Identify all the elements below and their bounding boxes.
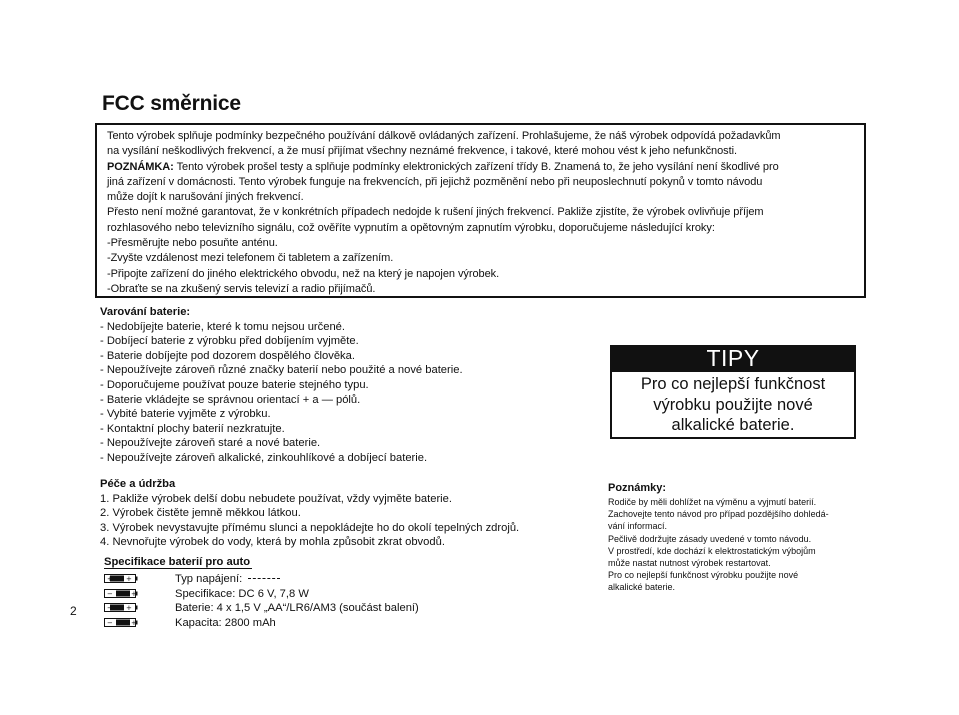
spec-row (104, 587, 309, 602)
notes-line: Zachovejte tento návod pro případ pozdějšího dohledá- (608, 509, 829, 520)
spec-text: Baterie: 4 x 1,5 V „AA“/LR6/AM3 (součást balení) (175, 602, 419, 614)
list-item: - Kontaktní plochy baterií nezkratujte. (100, 422, 285, 435)
tips-box (610, 372, 856, 439)
notes-section (608, 481, 829, 594)
notes-line: Rodiče by měli dohlížet na výměnu a vyjmutí baterií. (608, 497, 817, 507)
fcc-line: Tento výrobek splňuje podmínky bezpečného používání dálkově ovládaných zařízení. Prohlašujeme, že náš výrobek odpovídá požadavkům (107, 130, 781, 142)
page-number: 2 (70, 604, 77, 618)
tips-line: Pro co nejlepší funkčnost (640, 375, 826, 393)
note-label: POZNÁMKA: (107, 160, 174, 173)
notes-line: V prostředí, kde dochází k elektrostatickým výbojům (608, 545, 816, 556)
note-text: Tento výrobek prošel testy a splňuje podmínky elektronických zařízení třídy B. Znamená to, že jeho vysílání není škodlivé pro (173, 160, 779, 173)
tips-header: TIPY (610, 345, 856, 372)
svg-text:−: − (107, 589, 113, 598)
fcc-line: -Připojte zařízení do jiného elektrického obvodu, než na který je napojen výrobek. (107, 267, 500, 280)
fcc-line: na vysílání neškodlivých frekvencí, a že musí přijímat všechny neznámé frekvence, i takové, které mohou vést k jeho nefunkčnosti. (107, 145, 738, 158)
list-item: - Nedobíjejte baterie, které k tomu nejsou určené. (100, 320, 346, 333)
battery-icon (104, 618, 138, 627)
fcc-line: Přesto není možné garantovat, že v konkrétních případech nedojde k rušení jiných frekvencí. Pakliže zjistíte, že výrobek ovlivňuje příjem (107, 206, 764, 219)
notes-line: Pečlivě dodržujte zásady uvedené v tomto návodu. (608, 533, 812, 544)
svg-text:+: + (107, 575, 113, 583)
care-section (100, 477, 519, 550)
notes-line: může nastat nutnost výrobek restartovat. (608, 558, 771, 569)
tips-line: alkalické baterie. (671, 416, 795, 434)
tips-line: výrobku použijte nové (653, 395, 813, 414)
notes-line: alkalické baterie. (608, 582, 676, 593)
list-item: - Doporučujeme používat pouze baterie stejného typu. (100, 378, 369, 391)
list-item: 3. Výrobek nevystavujte přímému slunci a nepokládejte ho do okolí tepelných zdrojů. (100, 521, 520, 534)
fcc-line: -Zvyšte vzdálenost mezi telefonem či tabletem a zařízením. (107, 252, 394, 265)
spec-row (104, 616, 276, 631)
list-item: - Baterie vkládejte se správnou orientací + a — pólů. (100, 393, 361, 406)
svg-text:+: + (131, 589, 137, 598)
fcc-line: může dojít k narušování jiných frekvencí. (107, 191, 304, 204)
spec-text: Typ napájení: (175, 572, 280, 587)
list-item: - Nepoužívejte zároveň různé značky baterií nebo použité a nové baterie. (100, 364, 463, 377)
svg-text:−: − (107, 604, 113, 612)
svg-text:−: − (107, 618, 113, 627)
list-item: 2. Výrobek čistěte jemně měkkou látkou. (100, 507, 301, 520)
spec-row (104, 601, 419, 616)
fcc-note-line (107, 160, 864, 175)
battery-warning-section (100, 305, 463, 466)
section-heading: Péče a údržba (100, 478, 176, 490)
list-item: - Nepoužívejte zároveň staré a nové baterie. (100, 437, 321, 450)
battery-icon (104, 603, 138, 612)
fcc-line: -Přesměrujte nebo posuňte anténu. (107, 237, 278, 250)
fcc-line: jiná zařízení v domácnosti. Tento výrobek funguje na frekvencích, při jejichž pozměnění nebo při neuposlechnutí pokynů v tomto návodu (107, 175, 763, 188)
list-item: - Vybité baterie vyjměte z výrobku. (100, 408, 271, 421)
section-heading: Poznámky: (608, 482, 667, 494)
fcc-notice-box (95, 123, 866, 298)
svg-text:+: + (131, 618, 137, 627)
spec-text: Kapacita: 2800 mAh (175, 616, 276, 629)
section-heading: Varování baterie: (100, 306, 191, 318)
dashed-line (248, 578, 280, 579)
battery-icon (104, 574, 138, 583)
spec-text: Specifikace: DC 6 V, 7,8 W (175, 587, 309, 600)
list-item: - Baterie dobíjejte pod dozorem dospělého člověka. (100, 349, 355, 362)
notes-line: Pro co nejlepší funkčnost výrobku použijte nové (608, 570, 799, 581)
list-item: 4. Nevnořujte výrobek do vody, která by mohla způsobit zkrat obvodů. (100, 536, 445, 549)
svg-text:+: + (126, 575, 132, 583)
fcc-line: -Obraťte se na zkušený servis televizí a radio přijímačů. (107, 282, 376, 295)
spec-row (104, 572, 252, 587)
page-title: FCC směrnice (102, 92, 241, 115)
section-heading: Specifikace baterií pro auto (104, 556, 251, 568)
list-item: - Nepoužívejte zároveň alkalické, zinkouhlíkové a dobíjecí baterie. (100, 451, 428, 464)
svg-text:+: + (126, 604, 132, 612)
fcc-line: rozhlasového nebo televizního signálu, což ověříte vypnutím a opětovným zapnutím výrobku, doporučujeme následující kroky: (107, 221, 715, 234)
list-item: 1. Pakliže výrobek delší dobu nebudete používat, vždy vyjměte baterie. (100, 492, 452, 505)
battery-icon (104, 589, 138, 598)
spec-section (104, 556, 419, 630)
notes-line: vání informací. (608, 521, 668, 532)
list-item: - Dobíjecí baterie z výrobku před dobíjením vyjměte. (100, 335, 359, 348)
